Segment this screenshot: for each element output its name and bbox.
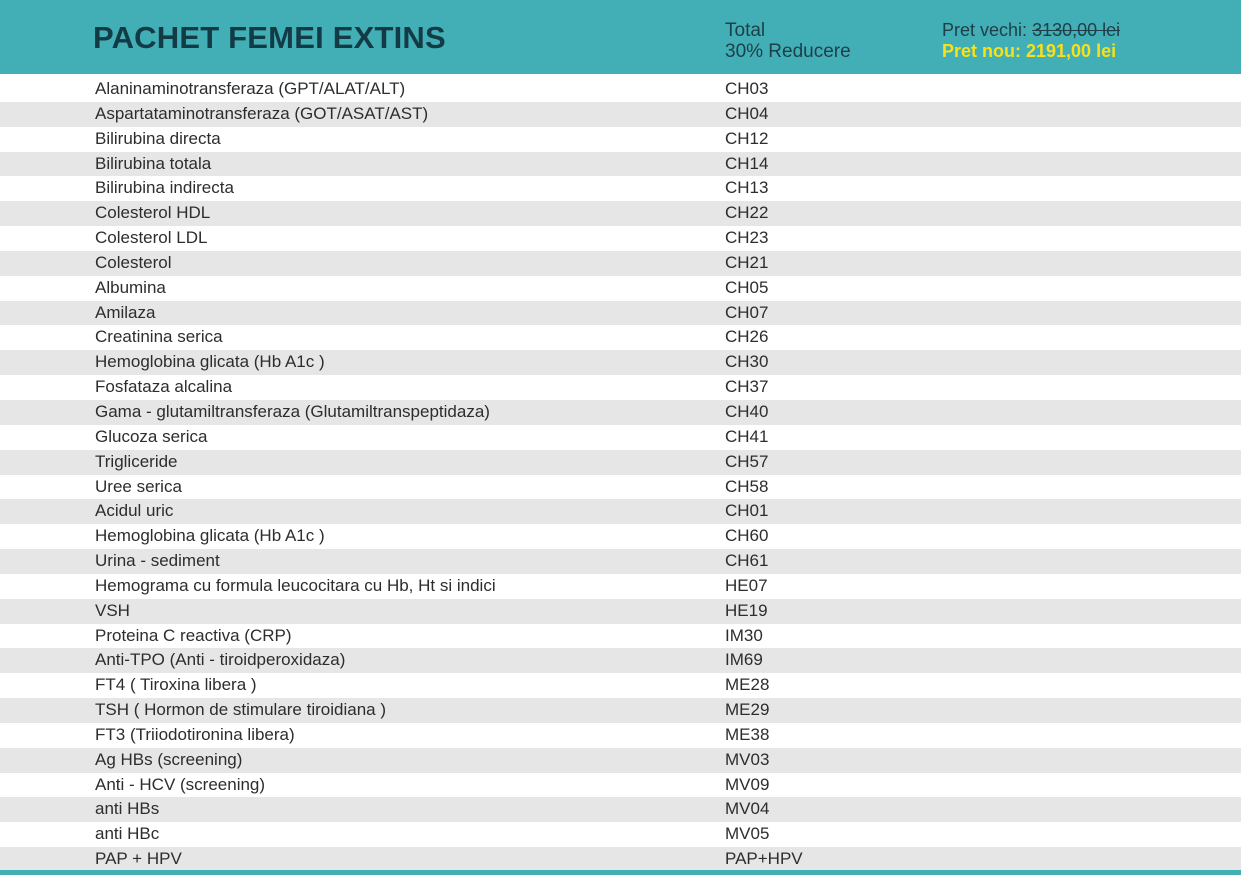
- test-name: FT3 (Triiodotironina libera): [95, 724, 295, 744]
- table-row: [0, 624, 1241, 649]
- total-block: [725, 20, 851, 62]
- discount-label: 30% Reducere: [725, 41, 851, 62]
- test-name: Colesterol: [95, 252, 172, 272]
- total-label: Total: [725, 20, 766, 41]
- table-row: [0, 350, 1241, 375]
- table-row: [0, 251, 1241, 276]
- test-name: Bilirubina totala: [95, 153, 212, 173]
- table-row: [0, 822, 1241, 847]
- table-row: [0, 77, 1241, 102]
- test-code: CH61: [725, 551, 769, 571]
- test-code: CH23: [725, 228, 769, 248]
- table-row: [0, 475, 1241, 500]
- table-row: [0, 102, 1241, 127]
- test-name: Colesterol LDL: [95, 228, 208, 248]
- test-code: HE19: [725, 600, 768, 620]
- test-code: CH40: [725, 401, 769, 421]
- test-code: HE07: [725, 575, 768, 595]
- table-row: [0, 773, 1241, 798]
- table-row: [0, 152, 1241, 177]
- test-name: PAP + HPV: [95, 849, 182, 869]
- table-row: [0, 698, 1241, 723]
- table-row: [0, 723, 1241, 748]
- test-name: anti HBs: [95, 799, 160, 819]
- test-name: Albumina: [95, 277, 166, 297]
- test-code: MV04: [725, 799, 770, 819]
- test-code: CH21: [725, 252, 769, 272]
- table-row: [0, 425, 1241, 450]
- test-name: Anti-TPO (Anti - tiroidperoxidaza): [95, 650, 346, 670]
- table-row: [0, 499, 1241, 524]
- test-code: CH22: [725, 203, 769, 223]
- test-name: TSH ( Hormon de stimulare tiroidiana ): [95, 700, 386, 720]
- test-code: CH26: [725, 327, 769, 347]
- test-name: Hemograma cu formula leucocitara cu Hb, Ht si indici: [95, 575, 496, 595]
- old-price-line: [942, 20, 1120, 41]
- new-price: Pret nou: 2191,00 lei: [942, 41, 1117, 61]
- table-row: [0, 673, 1241, 698]
- table-row: [0, 226, 1241, 251]
- table-row: [0, 127, 1241, 152]
- table-row: [0, 847, 1241, 872]
- table-row: [0, 648, 1241, 673]
- table-row: [0, 599, 1241, 624]
- test-code: CH41: [725, 426, 769, 446]
- test-name: Uree serica: [95, 476, 182, 496]
- test-name: Hemoglobina glicata (Hb A1c ): [95, 526, 325, 546]
- test-code: CH04: [725, 103, 769, 123]
- test-name: Trigliceride: [95, 451, 178, 471]
- test-name: Glucoza serica: [95, 426, 208, 446]
- test-code: CH14: [725, 153, 769, 173]
- test-code: IM30: [725, 625, 763, 645]
- old-price-value: 3130,00 lei: [1032, 20, 1121, 40]
- test-code: CH03: [725, 79, 769, 98]
- test-name: Bilirubina directa: [95, 128, 221, 148]
- test-code: CH13: [725, 178, 769, 198]
- table-row: [0, 797, 1241, 822]
- table-row: [0, 400, 1241, 425]
- test-code: CH30: [725, 352, 769, 372]
- test-code: CH37: [725, 377, 769, 397]
- table-row: [0, 325, 1241, 350]
- test-code: ME38: [725, 724, 770, 744]
- test-code: MV05: [725, 824, 770, 844]
- test-code: CH57: [725, 451, 769, 471]
- test-code: CH05: [725, 277, 769, 297]
- bottom-border: [0, 870, 1241, 875]
- test-code: PAP+HPV: [725, 849, 803, 869]
- test-name: Urina - sediment: [95, 551, 220, 571]
- test-name: Hemoglobina glicata (Hb A1c ): [95, 352, 325, 372]
- test-name: anti HBc: [95, 824, 160, 844]
- table-row: [0, 748, 1241, 773]
- test-name: Alaninaminotransferaza (GPT/ALAT/ALT): [95, 79, 406, 98]
- test-code: ME29: [725, 700, 770, 720]
- test-name: Bilirubina indirecta: [95, 178, 234, 198]
- test-name: Proteina C reactiva (CRP): [95, 625, 292, 645]
- tests-table: [0, 77, 1241, 872]
- test-code: ME28: [725, 675, 770, 695]
- test-name: Colesterol HDL: [95, 203, 211, 223]
- table-row: [0, 176, 1241, 201]
- price-block: [942, 20, 1120, 62]
- test-code: MV09: [725, 774, 770, 794]
- old-price-label: Pret vechi:: [942, 20, 1028, 40]
- test-code: CH58: [725, 476, 769, 496]
- test-name: Ag HBs (screening): [95, 749, 243, 769]
- test-name: Gama - glutamiltransferaza (Glutamiltranspeptidaza): [95, 401, 490, 421]
- test-code: CH12: [725, 128, 769, 148]
- table-row: [0, 201, 1241, 226]
- table-row: [0, 375, 1241, 400]
- table-row: [0, 549, 1241, 574]
- table-row: [0, 276, 1241, 301]
- test-name: Aspartataminotransferaza (GOT/ASAT/AST): [95, 103, 429, 123]
- table-row: [0, 574, 1241, 599]
- table-row: [0, 450, 1241, 475]
- package-header: [0, 0, 1241, 77]
- test-code: IM69: [725, 650, 763, 670]
- test-code: CH60: [725, 526, 769, 546]
- test-code: CH07: [725, 302, 769, 322]
- test-name: Fosfataza alcalina: [95, 377, 233, 397]
- test-name: Anti - HCV (screening): [95, 774, 266, 794]
- test-name: Acidul uric: [95, 501, 174, 521]
- test-code: CH01: [725, 501, 769, 521]
- test-name: VSH: [95, 600, 130, 620]
- table-row: [0, 524, 1241, 549]
- test-code: MV03: [725, 749, 770, 769]
- table-row: [0, 301, 1241, 326]
- test-name: Creatinina serica: [95, 327, 223, 347]
- package-title: PACHET FEMEI EXTINS: [93, 20, 446, 55]
- test-name: FT4 ( Tiroxina libera ): [95, 675, 257, 695]
- test-name: Amilaza: [95, 302, 156, 322]
